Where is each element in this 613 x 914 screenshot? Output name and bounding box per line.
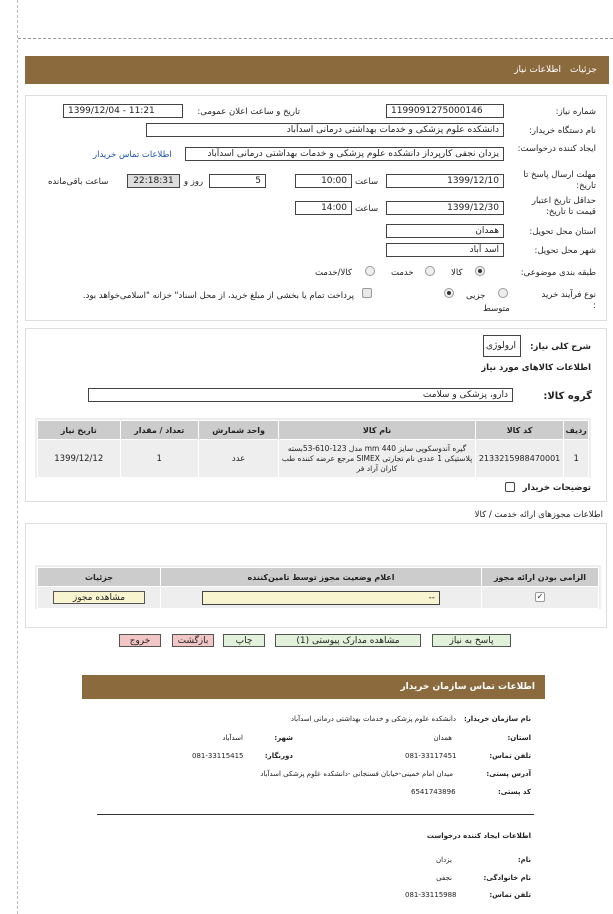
org-label: نام سازمان خریدار: [463, 715, 531, 723]
col-permit-required: الزامی بودن ارائه مجوز [482, 568, 599, 587]
exit-button[interactable]: خروج [119, 634, 161, 647]
address-value: میدان امام خمینی-خیابان فسنجانی -دانشکده علوم پزشکی اسدآباد [260, 770, 453, 778]
phone-label: تلفن تماس: [489, 752, 531, 760]
col-row: ردیف [564, 421, 589, 440]
radio-partial[interactable] [498, 288, 508, 298]
goods-table-header [38, 421, 589, 440]
creator-family-label: نام خانوادگی: [483, 874, 531, 882]
col-unit: واحد شمارش [198, 421, 278, 440]
radio-service[interactable] [425, 266, 435, 276]
buyer-notes-label: توضیحات خریدار [522, 483, 591, 493]
permit-status-cell [161, 587, 482, 609]
reply-button[interactable]: پاسخ به نیاز [432, 634, 511, 647]
cell-date: 1399/12/12 [38, 440, 121, 478]
province-label: استان محل تحویل: [529, 227, 596, 237]
org-value: دانشکده علوم پزشکی و خدمات بهداشتی درمانی اسدآباد [290, 715, 456, 723]
treasury-checkbox[interactable] [362, 288, 372, 298]
permit-required-cell [482, 587, 599, 609]
need-number-label: شماره نیاز: [555, 107, 596, 117]
need-number-field: 1199091275000146 [386, 104, 504, 118]
summary-label: شرح کلی نیاز: [530, 342, 591, 352]
permit-details-cell [38, 587, 161, 609]
header-bar [25, 56, 609, 84]
contact-header [82, 675, 545, 699]
deadline-time-field: 10:00 [295, 174, 352, 188]
goods-section-title: اطلاعات کالاهای مورد نیاز [481, 363, 591, 373]
validity-time-field: 14:00 [295, 201, 352, 215]
buyer-label: نام دستگاه خریدار: [529, 126, 596, 136]
announce-field: 1399/12/04 - 11:21 [63, 104, 183, 118]
check-icon: ✓ [536, 592, 544, 602]
validity-time-label: ساعت [355, 204, 379, 214]
cell-name: گیره آندوسکوپی سایز 440 mm مدل 123-610-53بسته پلاستیکی 1 عددی نام تجارتی SIMEX مرجع عرضه کننده طب کاران آراد فر [279, 440, 475, 478]
city-field: اسد آباد [386, 243, 504, 257]
group-label: گروه کالا: [543, 391, 592, 402]
announce-label: تاریخ و ساعت اعلان عمومی: [197, 107, 300, 117]
col-name: نام کالا [279, 421, 475, 440]
payment-note: پرداخت تمام یا بخشی از مبلغ خرید، از محل اسناد" خزانه "اسلامی‌خواهد بود. [82, 291, 354, 301]
attachments-button[interactable]: مشاهده مدارک پیوستی (1) [275, 634, 421, 647]
radio-service-label: خدمت [391, 268, 414, 278]
radio-goods[interactable] [475, 266, 485, 276]
creator-field: یزدان نجفی کارپرداز دانشکده علوم پزشکی و خدمات بهداشتی درمانی اسدآباد [185, 147, 504, 161]
province-contact-value: همدان [433, 734, 452, 742]
view-permit-button[interactable]: مشاهده مجوز [53, 591, 145, 604]
city-label: شهر محل تحویل: [534, 246, 596, 256]
cell-qty: 1 [120, 440, 198, 478]
radio-medium[interactable] [444, 288, 454, 298]
radio-goods-service-label: کالا/خدمت [315, 268, 352, 278]
postal-label: کد پستی: [497, 788, 531, 796]
back-button[interactable]: بازگشت [172, 634, 214, 647]
buyer-notes-checkbox[interactable] [505, 482, 515, 492]
buyer-contact-link[interactable]: اطلاعات تماس خریدار [93, 150, 172, 160]
table-row [38, 440, 589, 478]
permits-title: اطلاعات مجوزهای ارائه خدمت / کالا [474, 510, 603, 520]
creator-info-title: اطلاعات ایجاد کننده درخواست [426, 832, 531, 840]
process-label: نوع فرآیند خرید : [541, 290, 596, 311]
top-divider [18, 38, 613, 39]
permits-table-header [38, 568, 599, 587]
col-permit-status: اعلام وضعیت مجوز توسط تامین‌کننده [161, 568, 482, 587]
col-code: کد کالا [475, 421, 564, 440]
col-date: تاریخ نیاز [38, 421, 121, 440]
creator-phone-label: تلفن تماس: [489, 891, 531, 899]
creator-label: ایجاد کننده درخواست: [517, 144, 596, 154]
goods-table [37, 420, 589, 478]
validity-label: حداقل تاریخ اعتبار قیمت تا تاریخ: [531, 196, 596, 217]
category-label: طبقه بندی موضوعی: [520, 268, 596, 278]
creator-name-value: یزدان [435, 856, 452, 864]
summary-field: ارولوژی [483, 335, 521, 357]
cell-row: 1 [564, 440, 589, 478]
buyer-field: دانشکده علوم پزشکی و خدمات بهداشتی درمانی اسدآباد [146, 123, 504, 137]
days-field: 5 [209, 174, 266, 188]
print-button[interactable]: چاپ [223, 634, 265, 647]
contact-title: اطلاعات تماس سازمان خریدار [400, 682, 535, 692]
col-qty: تعداد / مقدار [120, 421, 198, 440]
radio-partial-label: جزیی [466, 291, 486, 301]
creator-family-value: نجفی [436, 874, 452, 882]
remaining-time-field: 22:18:31 [127, 174, 180, 188]
radio-medium-label: متوسط [483, 304, 510, 314]
left-guide [17, 0, 18, 914]
cell-unit: عدد [198, 440, 278, 478]
deadline-time-label: ساعت [355, 177, 379, 187]
remaining-label: ساعت باقی‌مانده [48, 177, 109, 187]
group-field: دارو، پزشکی و سلامت [88, 388, 513, 402]
cell-code: 2133215988470001 [475, 440, 564, 478]
province-contact-label: استان: [507, 734, 531, 742]
tab-details[interactable]: جزئیات [570, 65, 597, 75]
permits-table-frame [35, 565, 601, 609]
creator-phone-value: 081-33115988 [405, 891, 457, 899]
radio-goods-service[interactable] [365, 266, 375, 276]
phone-value: 081-33117451 [405, 752, 457, 760]
days-label: روز و [184, 177, 204, 187]
postal-value: 6541743896 [411, 788, 456, 796]
fax-label: دورنگار: [264, 752, 293, 760]
table-row [38, 587, 599, 609]
province-field: همدان [386, 224, 504, 238]
city-contact-value: اسدآباد [222, 734, 243, 742]
creator-name-label: نام: [517, 856, 531, 864]
tab-need-info[interactable]: اطلاعات نیاز [514, 65, 561, 75]
permit-status-field: -- [202, 591, 440, 605]
deadline-date-field: 1399/12/10 [386, 174, 504, 188]
contact-divider [97, 814, 534, 815]
address-label: آدرس پستی: [486, 770, 531, 778]
validity-date-field: 1399/12/30 [386, 201, 504, 215]
radio-goods-label: کالا [451, 268, 463, 278]
col-permit-details: جزئیات [38, 568, 161, 587]
fax-value: 081-33115415 [192, 752, 244, 760]
city-contact-label: شهر: [274, 734, 293, 742]
permits-table [37, 567, 599, 609]
goods-table-frame [35, 418, 591, 478]
deadline-label: مهلت ارسال پاسخ تا تاریخ: [523, 170, 596, 191]
